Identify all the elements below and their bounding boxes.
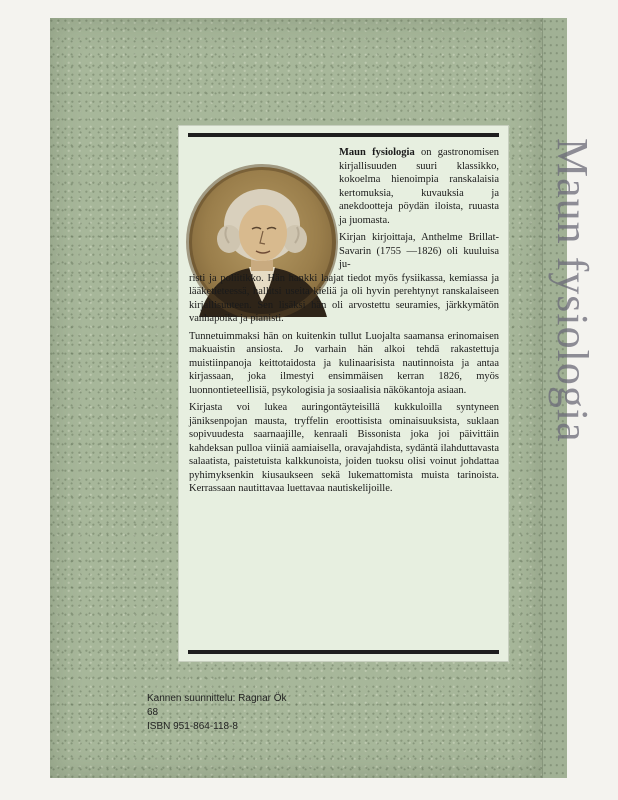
credits-block [147,692,287,734]
cover-designer: Kannen suunnittelu: Ragnar Ök [147,693,287,704]
series-number: 68 [147,707,159,718]
blurb-text [189,146,499,500]
spine-title: Maun fysiologia [548,138,597,443]
book-title-bold: Maun fysiologia [339,147,415,158]
back-cover [50,18,542,778]
author-paragraph [189,231,499,326]
spine [542,18,597,778]
top-rule [188,133,499,137]
isbn: ISBN 951-864-118-8 [147,721,238,732]
author-paragraph-start: Kirjan kirjoittaja, Anthelme Brillat-Savarin (1755 —1826) oli kuuluisa ju- [339,232,499,270]
bottom-rule [188,650,499,654]
intro-text: on gastronomisen kirjallisuuden suuri klassikko, kokoelma hienoimpia ranskalaisia kertomuksia, kuvauksia ja anekdootteja pöydän iloista, ruuasta ja juomasta. [339,147,499,226]
blurb-panel [178,125,509,662]
fame-paragraph: Tunnetuimmaksi hän on kuitenkin tullut Luojalta saamansa erinomaisen makuaistin ansiosta. Jo varhain hän alkoi tehdä rakastettuja muistiinpanoja keittotaidosta ja kulinaarisista nautinnoista ja antaa kirjassaan, joka ilmestyi ensimmäisen kerran 1826, myös luonnontieteellisiä, psykologisia ja sosiaalisia näkökantoja asiaan. [189,330,499,396]
intro-paragraph [339,146,499,227]
author-paragraph-rest: risti ja poliitikko. Hän hankki laajat tiedot myös fysiikassa, kemiassa ja lääketieteessä, hallitsi useita kieliä ja oli hyvin perehtynyt ranskalaiseen kirjallisuuteen. Sen lisäksi hän oli arvostettu seuramies, järkkymätön vanhapoika ja pianisti. [189,272,499,324]
contents-paragraph: Kirjasta voi lukea auringontäyteisillä kukkuloilla syntyneen jäniksenpojan mausta, tryffelin eroottisista ominaisuuksista, suklaan sopivuudesta saarnaajille, kenraali Bissonista joka joi päivittäin kahdeksan pulloa viiniä aamiaisella, oravajahdista, sydäntä ilahduttavasta salaatista, paistetuista kalkkunoista, joiden tuoksu olisi voinut johdattaa pyhimyksenkin kiusaukseen sekä lukemattomista muista tarinoista. Kerrassaan nautittavaa luettavaa nautiskelijoille. [189,402,499,494]
